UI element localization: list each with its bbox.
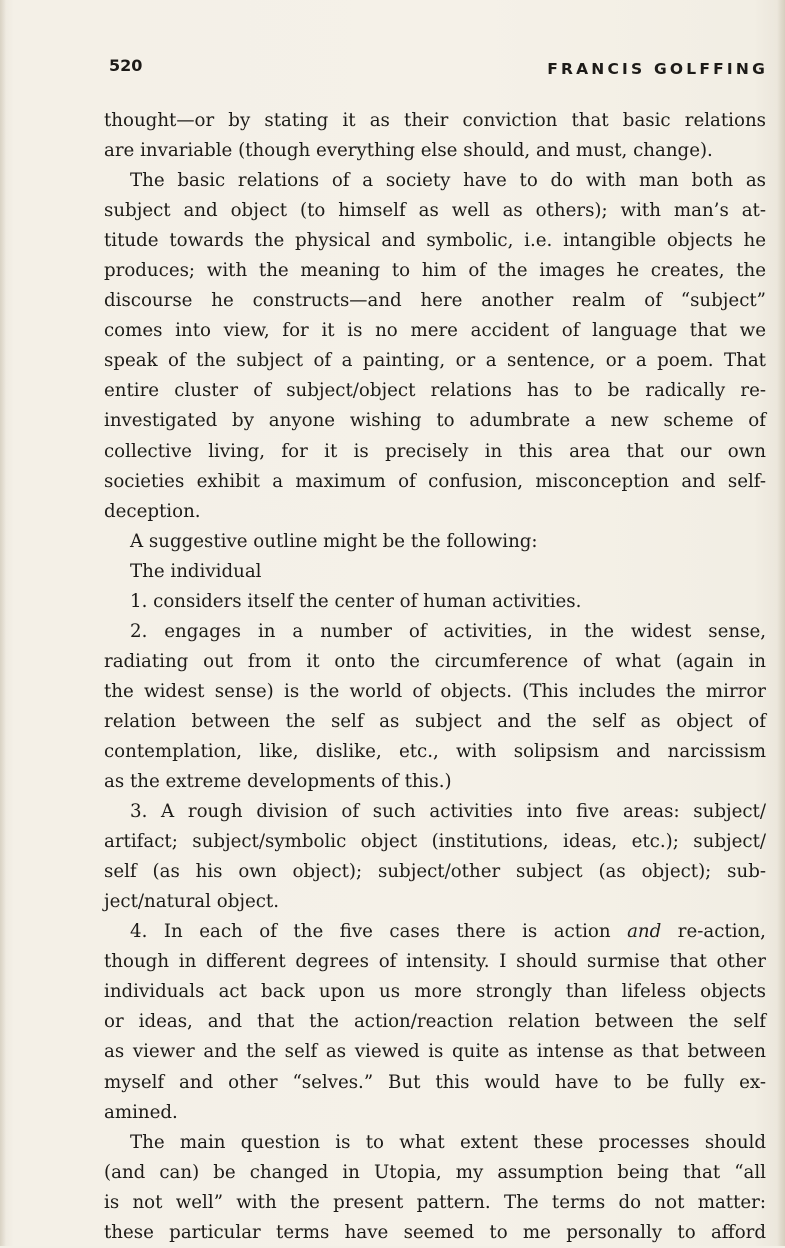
text-line: these particular terms have seemed to me personally to afford: [104, 1221, 766, 1243]
text-segment: 4. In each of the five cases there is action: [130, 921, 611, 943]
text-line: the widest sense) is the world of objects. (This includes the mirror: [104, 680, 766, 702]
text-line: investigated by anyone wishing to adumbrate a new scheme of: [104, 410, 766, 432]
text-segment: re-action,: [677, 921, 766, 943]
text-line: titude towards the physical and symbolic, i.e. intangible objects he: [104, 230, 766, 252]
emphasized-word: and: [627, 921, 662, 943]
text-line: myself and other “selves.” But this would have to be fully ex-: [104, 1071, 766, 1093]
text-line: individuals act back upon us more strongly than lifeless objects: [104, 981, 766, 1003]
text-line: subject and object (to himself as well as others); with man’s at-: [104, 200, 766, 222]
text-line: thought—or by stating it as their conviction that basic relations: [104, 110, 766, 131]
text-line: contemplation, like, dislike, etc., with solipsism and narcissism: [104, 740, 766, 762]
text-line-with-emphasis: [104, 917, 766, 947]
text-line: collective living, for it is precisely in this area that our own: [104, 440, 766, 462]
text-line: discourse he constructs—and here another realm of “subject”: [104, 290, 766, 312]
text-line: The individual: [130, 560, 262, 582]
text-line: The main question is to what extent these processes should: [130, 1131, 766, 1153]
text-line: produces; with the meaning to him of the images he creates, the: [104, 260, 766, 282]
text-line: though in different degrees of intensity. I should surmise that other: [104, 951, 766, 973]
text-line: ject/natural object.: [104, 891, 280, 913]
text-line: amined.: [104, 1101, 178, 1123]
text-line: as viewer and the self as viewed is quite as intense as that between: [104, 1041, 766, 1063]
text-line: 2. engages in a number of activities, in the widest sense,: [130, 620, 766, 642]
text-line: speak of the subject of a painting, or a sentence, or a poem. That: [104, 350, 766, 372]
text-line: 1. considers itself the center of human activities.: [130, 590, 582, 612]
text-line: societies exhibit a maximum of confusion, misconception and self-: [104, 470, 766, 492]
page-left-edge-shadow: [0, 0, 6, 1246]
text-line: entire cluster of subject/object relations has to be radically re-: [104, 380, 766, 402]
text-line: relation between the self as subject and the self as object of: [104, 710, 766, 732]
text-line: The basic relations of a society have to do with man both as: [130, 170, 766, 192]
body-text: [104, 106, 766, 1248]
page-number: 520: [109, 56, 143, 75]
text-line: as the extreme developments of this.): [104, 771, 452, 793]
text-line: comes into view, for it is no mere accident of language that we: [104, 320, 766, 342]
text-line: artifact; subject/symbolic object (institutions, ideas, etc.); subject/: [104, 831, 766, 853]
text-line: is not well” with the present pattern. The terms do not matter:: [104, 1191, 766, 1213]
text-line: radiating out from it onto the circumference of what (again in: [104, 650, 766, 672]
text-line: or ideas, and that the action/reaction relation between the self: [104, 1011, 766, 1033]
page-right-edge-shadow: [777, 0, 785, 1246]
running-head: FRANCIS GOLFFING: [547, 60, 768, 78]
text-line: deception.: [104, 500, 201, 522]
text-line: self (as his own object); subject/other subject (as object); sub-: [104, 861, 766, 883]
page-header: [104, 56, 768, 82]
text-line: 3. A rough division of such activities into five areas: subject/: [130, 801, 766, 823]
text-line: are invariable (though everything else should, and must, change).: [104, 140, 713, 162]
text-line: A suggestive outline might be the following:: [130, 530, 538, 552]
text-line: (and can) be changed in Utopia, my assumption being that “all: [104, 1161, 766, 1183]
